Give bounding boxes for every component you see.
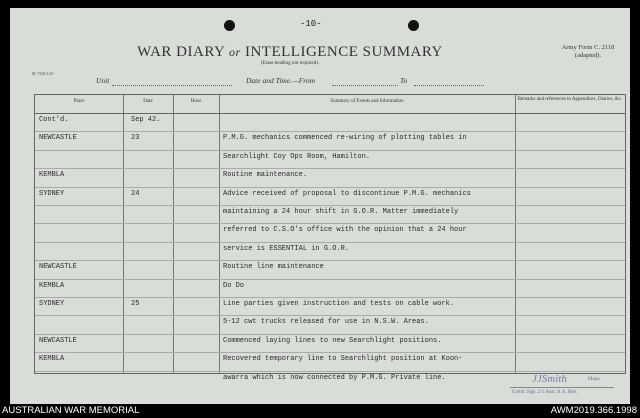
row-divider [35,242,625,243]
row-place: KEMBLA [39,355,65,364]
column-header-place: Place [73,99,85,104]
column-divider [123,95,124,373]
header-divider [35,113,625,114]
row-place: NEWCASTLE [39,263,77,272]
row-summary: Recovered temporary line to Searchlight position at Koon- [223,355,463,364]
title-or: or [229,45,241,59]
row-date: Sep 42. [131,116,161,124]
form-note: (adapted). [574,52,602,60]
title-part-2: INTELLIGENCE SUMMARY [244,44,443,60]
row-summary: Routine line maintenance [223,263,324,272]
signature-scrawl: JJSmith [532,373,567,385]
column-header-remarks: Remarks and references to Appendices, Diaries, &c. [517,97,623,102]
row-divider [35,279,625,280]
row-divider [35,168,625,169]
row-place: Cont'd. [39,116,69,124]
row-summary: Advice received of proposal to discontinue P.M.G. mechanics [223,189,471,198]
row-date: 25 [131,300,140,308]
row-summary: maintaining a 24 hour shift in G.O.R. Matter immediately [223,208,459,216]
unit-label: Unit [96,76,110,85]
page-title [10,44,570,61]
row-summary: awarra which is now connected by P.M.G. Private line. [223,373,446,382]
footer-institution: AUSTRALIAN WAR MEMORIAL [2,405,140,416]
form-number [548,44,628,61]
diary-page [10,8,630,404]
print-reference: M. 7338 1/41 [32,71,54,76]
row-divider [35,315,625,316]
column-divider [173,95,174,373]
punch-hole [408,20,419,31]
row-divider [35,187,625,188]
to-label: To [400,76,408,85]
row-divider [35,205,625,206]
unit-dotted-line [112,85,232,86]
title-part-1: WAR DIARY [137,44,225,60]
row-date: 23 [131,134,140,143]
row-divider [35,371,625,372]
column-header-hour: Hour [190,99,202,104]
row-divider [35,297,625,298]
signature-title: Comd. Sigs. 2/1 Aust. A.A. Bde. [512,390,578,395]
punch-hole [224,20,235,31]
row-place: KEMBLA [39,281,65,290]
row-summary: Line parties given instruction and tests on cable work. [223,300,455,308]
signature-line [510,387,614,388]
to-dotted-line [414,85,484,86]
row-divider [35,334,625,335]
row-summary: P.M.G. mechanics commenced re-wiring of plotting tables in [223,134,467,143]
column-header-date: Date [143,99,153,104]
row-place: KEMBLA [39,171,65,180]
row-divider [35,260,625,261]
row-divider [35,131,625,132]
signature-rank: Major [588,377,601,382]
row-summary: service is ESSENTIAL in G.O.R. [223,244,350,253]
row-divider [35,150,625,151]
row-summary: Commenced laying lines to new Searchlight positions. [223,336,442,345]
date-time-label: Date and Time.—From [246,76,316,85]
footer-accession-number: AWM2019.366.1998 [550,405,637,416]
column-header-summary: Summary of Events and Information [330,99,404,104]
row-divider [35,352,625,353]
column-divider [515,95,516,373]
column-divider [219,95,220,373]
row-place: NEWCASTLE [39,134,77,143]
title-subtitle: (Erase heading not required). [260,61,320,66]
row-divider [35,223,625,224]
row-summary: Searchlight Coy Ops Room, Hamilton. [223,152,371,161]
row-summary: 5-12 cwt trucks released for use in N.S.W. Areas. [223,318,429,327]
signature-block [508,373,616,403]
row-date: 24 [131,189,140,198]
row-place: SYDNEY [39,300,65,308]
from-dotted-line [332,85,398,86]
row-summary: referred to C.S.O's office with the opinion that a 24 hour [223,226,467,235]
page-number: -10- [300,19,322,29]
row-place: NEWCASTLE [39,336,77,345]
row-summary: Do Do [223,281,245,290]
row-place: SYDNEY [39,189,65,198]
form-number-label: Army Form C. 2118 [561,44,615,51]
row-summary: Routine maintenance. [223,171,308,180]
